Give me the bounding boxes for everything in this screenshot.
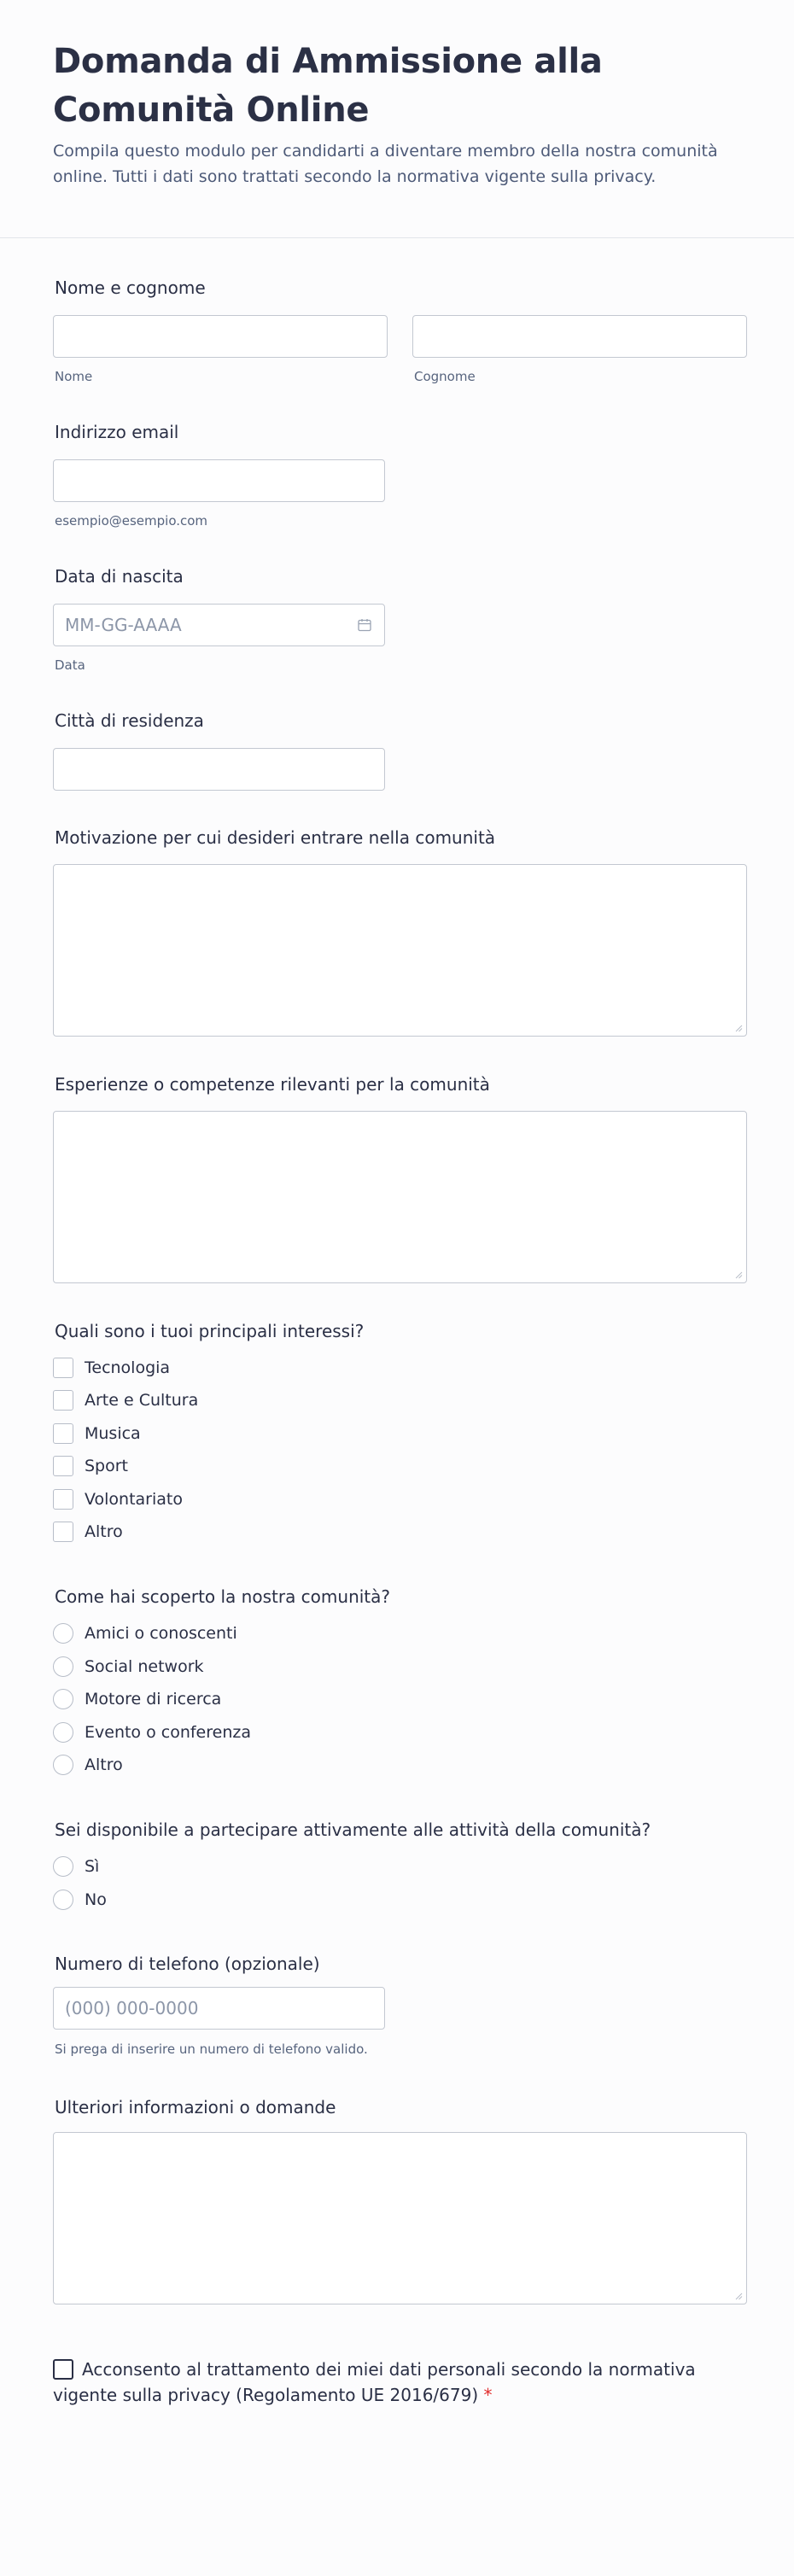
consent-checkbox[interactable] <box>53 2359 73 2380</box>
city-label: Città di residenza <box>55 710 204 731</box>
calendar-icon[interactable] <box>357 617 372 633</box>
form-subtitle: Compila questo modulo per candidarti a diventare membro della nostra comunità online. Tutti i dati sono trattati secondo la normativa vigente sulla privacy. <box>53 142 718 186</box>
form-header <box>0 0 794 238</box>
discovery-label: Come hai scoperto la nostra comunità? <box>55 1586 391 1607</box>
consent-field[interactable] <box>53 2357 702 2408</box>
radio-button[interactable] <box>53 1856 73 1877</box>
option-label: Altro <box>85 1755 123 1774</box>
phone-label: Numero di telefono (opzionale) <box>55 1954 320 1974</box>
phone-placeholder: (000) 000-0000 <box>65 1998 199 2018</box>
motivation-textarea[interactable] <box>53 864 747 1037</box>
checkbox[interactable] <box>53 1456 73 1476</box>
interests-label: Quali sono i tuoi principali interessi? <box>55 1321 365 1341</box>
checkbox[interactable] <box>53 1522 73 1542</box>
radio-button[interactable] <box>53 1656 73 1677</box>
checkbox[interactable] <box>53 1489 73 1510</box>
option-label: Altro <box>85 1522 123 1541</box>
name-label: Nome e cognome <box>55 277 206 298</box>
info-label: Ulteriori informazioni o domande <box>55 2097 336 2117</box>
experience-textarea[interactable] <box>53 1111 747 1283</box>
birth-date-label: Data di nascita <box>55 566 184 587</box>
radio-button[interactable] <box>53 1722 73 1743</box>
option-label: Motore di ricerca <box>85 1690 222 1709</box>
checkbox[interactable] <box>53 1358 73 1378</box>
birth-date-placeholder: MM-GG-AAAA <box>65 615 182 635</box>
checkbox[interactable] <box>53 1423 73 1444</box>
availability-label: Sei disponibile a partecipare attivamente alle attività della comunità? <box>55 1820 651 1840</box>
radio-button[interactable] <box>53 1755 73 1775</box>
option-label: Amici o conoscenti <box>85 1624 237 1643</box>
option-label: No <box>85 1890 107 1909</box>
motivation-label: Motivazione per cui desideri entrare nella comunità <box>55 827 496 848</box>
last-name-input[interactable] <box>412 315 747 358</box>
radio-button[interactable] <box>53 1890 73 1910</box>
radio-button[interactable] <box>53 1623 73 1644</box>
option-label: Social network <box>85 1657 204 1676</box>
resize-grip-icon[interactable] <box>735 2293 743 2300</box>
option-label: Sì <box>85 1857 100 1876</box>
option-label: Volontariato <box>85 1490 183 1509</box>
required-mark: * <box>483 2385 493 2405</box>
radio-button[interactable] <box>53 1689 73 1709</box>
option-label: Sport <box>85 1457 129 1475</box>
option-label: Arte e Cultura <box>85 1391 199 1410</box>
last-name-sublabel: Cognome <box>414 369 476 384</box>
option-label: Tecnologia <box>85 1358 171 1377</box>
option-label: Musica <box>85 1424 141 1443</box>
email-sublabel: esempio@esempio.com <box>55 513 208 529</box>
email-label: Indirizzo email <box>55 422 179 442</box>
checkbox[interactable] <box>53 1390 73 1411</box>
experience-label: Esperienze o competenze rilevanti per la comunità <box>55 1074 490 1095</box>
phone-sublabel: Si prega di inserire un numero di telefono valido. <box>55 2042 368 2057</box>
birth-date-sublabel: Data <box>55 657 85 673</box>
email-input[interactable] <box>53 459 385 502</box>
resize-grip-icon[interactable] <box>735 1271 743 1279</box>
first-name-input[interactable] <box>53 315 388 358</box>
phone-input[interactable] <box>53 1987 385 2030</box>
option-label: Evento o conferenza <box>85 1723 251 1742</box>
info-textarea[interactable] <box>53 2132 747 2304</box>
resize-grip-icon[interactable] <box>735 1025 743 1032</box>
first-name-sublabel: Nome <box>55 369 93 384</box>
form-title: Domanda di Ammissione alla Comunità Online <box>53 42 603 130</box>
city-input[interactable] <box>53 748 385 791</box>
consent-text: Acconsento al trattamento dei miei dati personali secondo la normativa vigente sulla privacy (Regolamento UE 2016/679) <box>53 2359 696 2405</box>
birth-date-input[interactable] <box>53 604 385 646</box>
